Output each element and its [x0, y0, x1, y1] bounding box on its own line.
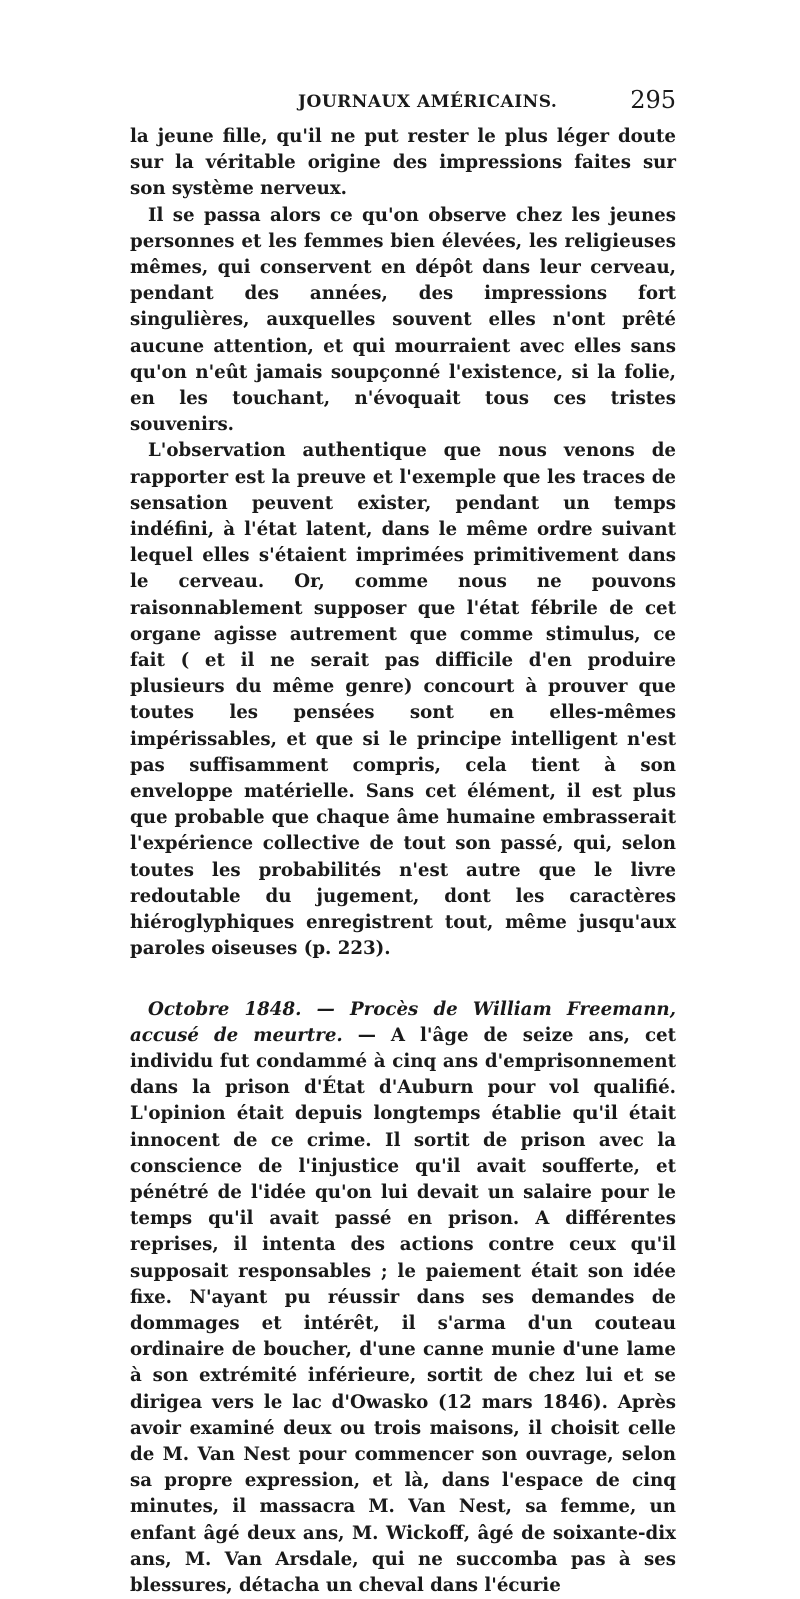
entry-paragraph — [130, 997, 676, 1599]
entry-heading: Octobre 1848. — Procès de William Freemann, accusé de meurtre. — [130, 999, 676, 1046]
running-title: JOURNAUX AMÉRICAINS. — [298, 92, 557, 112]
page-header — [130, 90, 676, 120]
body-text — [130, 124, 676, 1599]
page-number: 295 — [630, 86, 676, 114]
paragraph-continuation: la jeune fille, qu'il ne put rester le plus léger doute sur la véritable origine des impressions faites sur son système nerveux. — [130, 124, 676, 203]
section-spacer — [130, 963, 676, 997]
paragraph-religieuses: Il se passa alors ce qu'on observe chez les jeunes personnes et les femmes bien élevées, les religieuses mêmes, qui conservent en dépôt dans leur cerveau, pendant des années, des impressions fort singulières, auxquelles souvent elles n'ont prêté aucune attention, et qui mourraient avec elles sans qu'on n'eût jamais soupçonné l'existence, si la folie, en les touchant, n'évoquait tous ces tristes souvenirs. — [130, 203, 676, 439]
entry-text: — A l'âge de seize ans, cet individu fut condammé à cinq ans d'emprisonnement dans la prison d'État d'Auburn pour vol qualifié. L'opinion était depuis longtemps établie qu'il était innocent de ce crime. Il sortit de prison avec la conscience de l'injustice qu'il avait soufferte, et pénétré de l'idée qu'on lui devait un salaire pour le temps qu'il avait passé en prison. A différentes reprises, il intenta des actions contre ceux qu'il supposait responsables ; le paiement était son idée fixe. N'ayant pu réussir dans ses demandes de dommages et intérêt, il s'arma d'un couteau ordinaire de boucher, d'une canne munie d'une lame à son extrémité inférieure, sortit de chez lui et se dirigea vers le lac d'Owasko (12 mars 1846). Après avoir examiné deux ou trois maisons, il choisit celle de M. Van Nest pour commencer son ouvrage, selon sa propre expression, et là, dans l'espace de cinq minutes, il massacra M. Van Nest, sa femme, un enfant âgé deux ans, M. Wickoff, âgé de soixante-dix ans, M. Van Arsdale, qui ne succomba pas à ses blessures, détacha un cheval dans l'écurie — [130, 1025, 676, 1596]
paragraph-observation: L'observation authentique que nous venons de rapporter est la preuve et l'exemple que les traces de sensation peuvent exister, pendant un temps indéfini, à l'état latent, dans le même ordre suivant lequel elles s'étaient imprimées primitivement dans le cerveau. Or, comme nous ne pouvons raisonnablement supposer que l'état fébrile de cet organe agisse autrement que comme stimulus, ce fait ( et il ne serait pas difficile d'en produire plusieurs du même genre) concourt à prouver que toutes les pensées sont en elles-mêmes impérissables, et que si le principe intelligent n'est pas suffisamment compris, cela tient à son enveloppe matérielle. Sans cet élément, il est plus que probable que chaque âme humaine embrasserait l'expérience collective de tout son passé, qui, selon toutes les probabilités n'est autre que le livre redoutable du jugement, dont les caractères hiéroglyphiques enregistrent tout, même jusqu'aux paroles oiseuses (p. 223). — [130, 438, 676, 962]
